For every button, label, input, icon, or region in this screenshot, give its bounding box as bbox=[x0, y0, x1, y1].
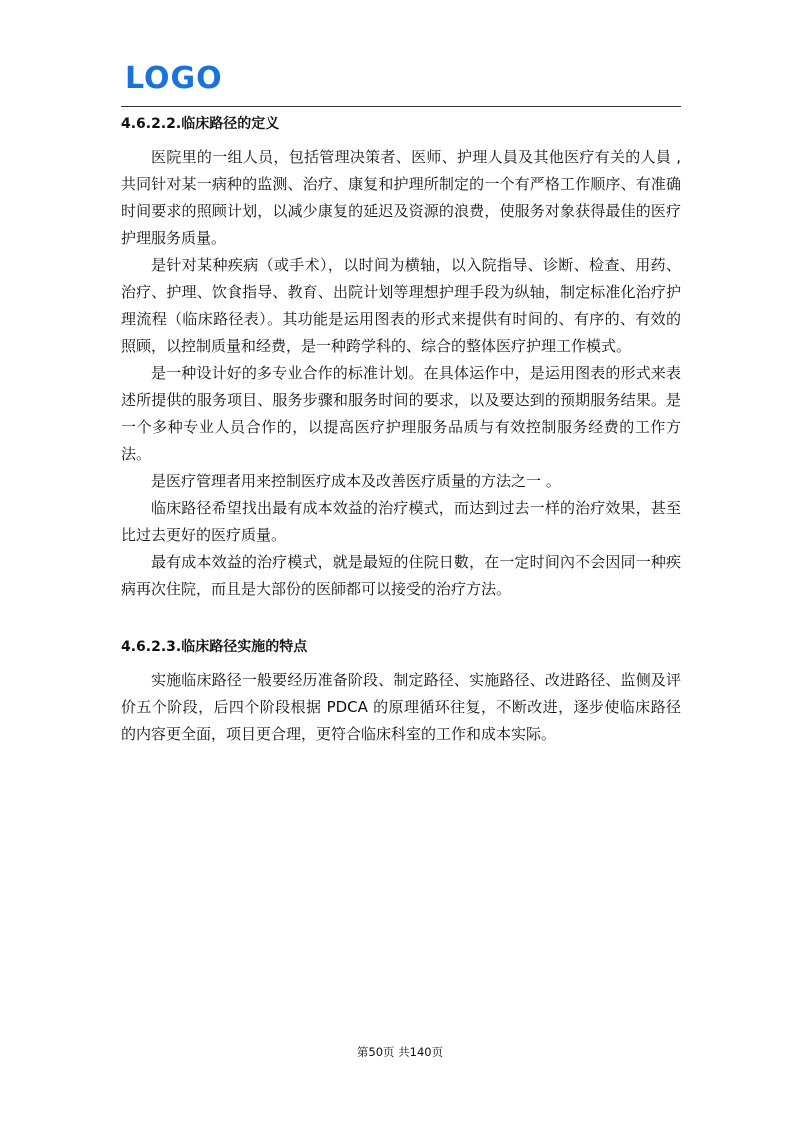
paragraph: 最有成本效益的治疗模式，就是最短的住院日數，在一定时间內不会因同一种疾病再次住院，而且是大部份的医師都可以接受的治疗方法。 bbox=[121, 553, 681, 598]
section-definition bbox=[121, 112, 681, 603]
section-body bbox=[121, 144, 681, 603]
paragraph: 实施临床路径一般要经历准备阶段、制定路径、实施路径、改进路径、监侧及评价五个阶段，后四个阶段根据 PDCA 的原理循环往复，不断改进，逐步使临床路径的内容更全面，项目更合理，更符合临床科室的工作和成本实际。 bbox=[121, 671, 681, 743]
header-divider bbox=[121, 106, 681, 107]
section-heading: 4.6.2.2.临床路径的定义 bbox=[121, 116, 280, 132]
paragraph: 是医疗管理者用来控制医疗成本及改善医疗质量的方法之一 。 bbox=[151, 472, 561, 490]
paragraph: 医院里的一组人员，包括管理决策者、医师、护理人員及其他医疗有关的人員 ,共同针对某一病种的监测、治疗、康复和护理所制定的一个有严格工作顺序、有准确时间要求的照顾计划，以减少康复的延迟及资源的浪费，使服务对象获得最佳的医疗护理服务质量。 bbox=[121, 148, 681, 247]
logo: LOGO bbox=[125, 61, 223, 96]
document-body bbox=[121, 112, 681, 748]
paragraph: 临床路径希望找出最有成本效益的治疗模式，而达到过去一样的治疗效果，甚至比过去更好的医疗质量。 bbox=[121, 499, 681, 544]
section-characteristics bbox=[121, 635, 681, 748]
paragraph: 是针对某种疾病（或手术），以时间为横轴，以入院指导、诊断、检查、用药、治疗、护理、饮食指导、教育、出院计划等理想护理手段为纵轴，制定标准化治疗护理流程（临床路径表）。其功能是运用图表的形式来提供有时间的、有序的、有效的照顾，以控制质量和经费，是一种跨学科的、综合的整体医疗护理工作模式。 bbox=[121, 256, 681, 355]
paragraph: 是一种设计好的多专业合作的标准计划。在具体运作中，是运用图表的形式来表述所提供的服务项目、服务步骤和服务时间的要求，以及要达到的预期服务结果。是一个多种专业人员合作的，以提高医疗护理服务品质与有效控制服务经费的工作方法。 bbox=[121, 364, 681, 463]
section-body bbox=[121, 667, 681, 748]
section-heading: 4.6.2.3.临床路径实施的特点 bbox=[121, 639, 308, 655]
page-number: 第50页 共140页 bbox=[356, 1045, 444, 1059]
